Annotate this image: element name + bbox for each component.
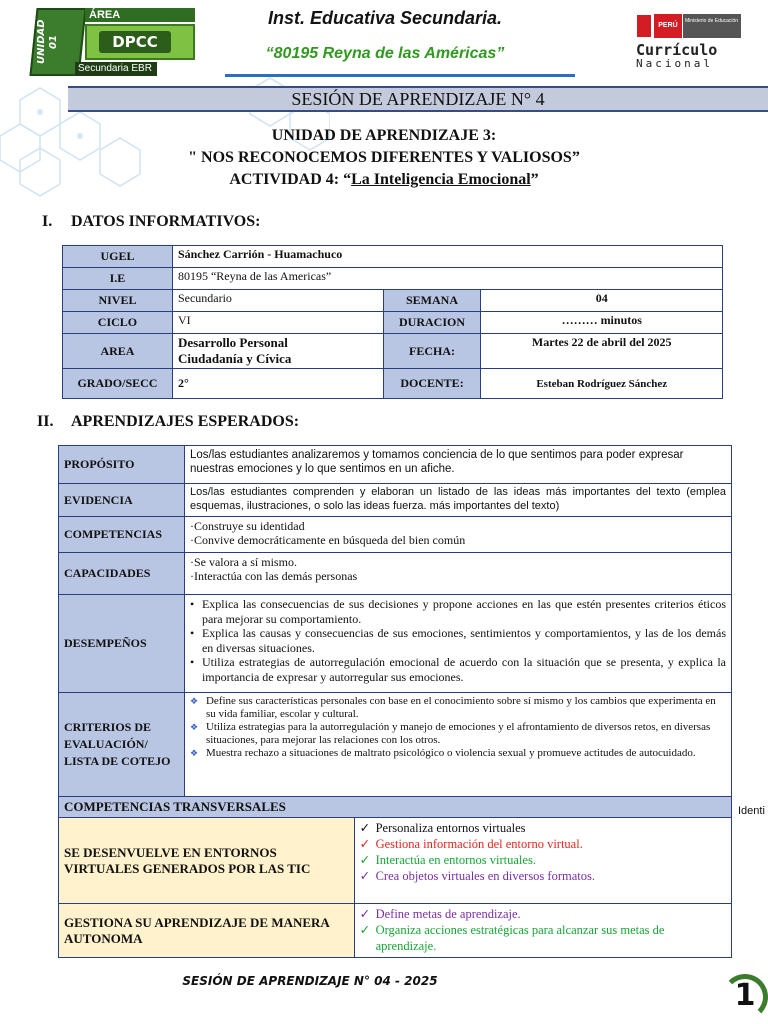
table-row xyxy=(63,290,723,312)
nacional-label: Nacional xyxy=(636,57,713,70)
section-2-title: APRENDIZAJES ESPERADOS: xyxy=(71,413,300,430)
table-row xyxy=(59,797,732,818)
secundaria-ebr-label: Secundaria EBR xyxy=(75,62,157,76)
list-item: ✓ Interactúa en entornos virtuales. xyxy=(359,853,536,867)
check-icon: ✓ xyxy=(359,837,371,851)
page-number: 1 xyxy=(734,978,756,1013)
proposito-value: Los/las estudiantes analizaremos y tomamos conciencia de lo que sentimos para poder expresar nuestras emociones y lo que sentimos en un afiche. xyxy=(184,446,731,484)
unit-line-1: UNIDAD DE APRENDIZAJE 3: xyxy=(271,127,497,144)
peru-label: PERÚ xyxy=(654,14,682,38)
tic-label: SE DESENVUELVE EN ENTORNOS VIRTUALES GENERADOS POR LAS TIC xyxy=(59,818,355,904)
grado-label: GRADO/SECC xyxy=(63,369,173,399)
dpcc-badge xyxy=(85,24,195,60)
diamond-bullet-icon: ❖ xyxy=(189,722,199,732)
check-icon: ✓ xyxy=(359,853,371,867)
evidencia-value: Los/las estudiantes comprenden y elaboran un listado de las ideas más importantes del texto (emplea esquemas, ilustraciones, o solo las ideas fuerza. más importantes del texto) xyxy=(184,484,731,517)
activity-title: La Inteligencia Emocional xyxy=(351,171,531,188)
section-2-number: II. xyxy=(37,413,54,430)
list-item: ✓ Personaliza entornos virtuales xyxy=(359,821,526,835)
list-item: ❖ Utiliza estrategias para la autorregulación y manejo de emociones y el afrontamiento de diversos retos, en diversas situaciones, para mejorar las relaciones con los otros. xyxy=(189,721,711,746)
table-row xyxy=(59,595,732,693)
bullet-icon: • xyxy=(189,626,195,640)
table-row xyxy=(59,517,732,553)
list-item: ·Construye su identidad xyxy=(189,519,305,533)
session-title: SESIÓN DE APRENDIZAJE N° 4 xyxy=(68,86,768,112)
ugel-value: Sánchez Carrión - Huamachuco xyxy=(172,246,722,268)
curriculo-nacional-logo xyxy=(636,14,746,74)
duracion-label: DURACION xyxy=(383,312,481,334)
diamond-bullet-icon: ❖ xyxy=(189,696,199,706)
list-item: ✓ Crea objetos virtuales en diversos formatos. xyxy=(359,869,595,883)
section-1-title: DATOS INFORMATIVOS: xyxy=(71,213,261,230)
footer-title: SESIÓN DE APRENDIZAJE N° 04 - 2025 xyxy=(182,974,438,988)
table-row xyxy=(59,693,732,797)
area-value-2: Ciudadanía y Cívica xyxy=(177,351,292,366)
area-value-1: Desarrollo Personal xyxy=(177,335,288,350)
desempenos-label: DESEMPEÑOS xyxy=(59,595,185,693)
ugel-label: UGEL xyxy=(63,246,173,268)
institution-name: “80195 Reyna de las Américas” xyxy=(265,45,505,62)
table-row xyxy=(63,334,723,369)
check-icon: ✓ xyxy=(359,869,371,883)
page-number-badge xyxy=(718,968,768,1024)
list-item: ✓ Organiza acciones estratégicas para alcanzar sus metas de aprendizaje. xyxy=(359,923,665,953)
unit-line-2: " NOS RECONOCEMOS DIFERENTES Y VALIOSOS” xyxy=(188,149,580,166)
list-item: ❖ Muestra rechazo a situaciones de maltrato psicológico o violencia sexual y promueve actitudes de autocuidado. xyxy=(189,747,696,759)
criterios-list xyxy=(184,693,731,797)
check-icon: ✓ xyxy=(359,923,371,937)
ciclo-value: VI xyxy=(172,312,383,334)
nivel-label: NIVEL xyxy=(63,290,173,312)
area-curricular-label: ÁREA xyxy=(85,8,195,22)
evidencia-label: EVIDENCIA xyxy=(59,484,185,517)
peru-flag-icon xyxy=(636,14,652,38)
criterios-label: CRITERIOS DE EVALUACIÓN/ LISTA DE COTEJO xyxy=(59,693,185,797)
competencias-label: COMPETENCIAS xyxy=(59,517,185,553)
list-item: ✓ Gestiona información del entorno virtual. xyxy=(359,837,583,851)
table-row xyxy=(59,446,732,484)
table-row xyxy=(59,484,732,517)
list-item: ·Se valora a sí mismo. xyxy=(189,555,297,569)
ciclo-label: CICLO xyxy=(63,312,173,334)
table-row xyxy=(63,246,723,268)
institution-title: Inst. Educativa Secundaria. xyxy=(267,8,503,28)
duracion-value: ……… minutos xyxy=(481,312,723,334)
docente-value: Esteban Rodríguez Sánchez xyxy=(481,369,723,399)
table-row xyxy=(63,268,723,290)
list-item: • Explica las causas y consecuencias de sus emociones, sentimientos y comportamientos, y las de los demás en diversas situaciones. xyxy=(189,626,726,655)
list-item: ❖ Define sus características personales con base en el conocimiento sobre sí mismo y los cambios que experimenta en su vida familiar, escolar y cultural. xyxy=(189,695,716,720)
activity-line xyxy=(80,171,688,189)
check-icon: ✓ xyxy=(359,821,371,835)
header-underline xyxy=(225,74,575,77)
grado-value: 2° xyxy=(172,369,383,399)
semana-label: SEMANA xyxy=(383,290,481,312)
bullet-icon: • xyxy=(189,597,195,611)
list-item: • Explica las consecuencias de sus decisiones y propone acciones en las que estén presentes criterios éticos para mejorar su comportamiento. xyxy=(189,597,726,626)
table-row xyxy=(59,904,732,958)
unidad-label: UNIDAD 01 xyxy=(36,19,59,65)
ministerio-label: Ministerio de Educación xyxy=(683,14,741,38)
diamond-bullet-icon: ❖ xyxy=(189,748,199,758)
nivel-value: Secundario xyxy=(172,290,383,312)
table-row xyxy=(59,818,732,904)
fecha-label: FECHA: xyxy=(383,334,481,369)
competencias-list xyxy=(184,517,731,553)
area-value xyxy=(172,334,383,369)
semana-value: 04 xyxy=(481,290,723,312)
curriculo-label: Currículo xyxy=(636,41,718,59)
section-1-number: I. xyxy=(42,213,53,230)
table-row xyxy=(63,369,723,399)
capacidades-label: CAPACIDADES xyxy=(59,553,185,595)
check-icon: ✓ xyxy=(359,907,371,921)
proposito-label: PROPÓSITO xyxy=(59,446,185,484)
area-label: AREA xyxy=(63,334,173,369)
dpcc-label: DPCC xyxy=(99,31,171,53)
activity-prefix: ACTIVIDAD 4: “ xyxy=(229,171,352,188)
ie-label: I.E xyxy=(63,268,173,290)
ie-value: 80195 “Reyna de las Americas” xyxy=(172,268,722,290)
docente-label: DOCENTE: xyxy=(383,369,481,399)
fecha-value: Martes 22 de abril del 2025 xyxy=(481,334,723,369)
aprendizajes-table xyxy=(58,445,732,958)
capacidades-list xyxy=(184,553,731,595)
list-item: ✓ Define metas de aprendizaje. xyxy=(359,907,521,921)
activity-suffix: ” xyxy=(530,171,539,188)
overflow-text: Identi xyxy=(738,805,765,817)
gestiona-label: GESTIONA SU APRENDIZAJE DE MANERA AUTONOMA xyxy=(59,904,355,958)
list-item: ·Interactúa con las demás personas xyxy=(189,569,358,583)
list-item: • Utiliza estrategias de autorregulación emocional de acuerdo con la situación que se presenta, y explica la importancia de expresar y autorregular sus emociones. xyxy=(189,655,726,684)
datos-informativos-table xyxy=(62,245,723,399)
bullet-icon: • xyxy=(189,655,195,669)
tic-list xyxy=(354,818,731,904)
gestiona-list xyxy=(354,904,731,958)
list-item: ·Convive democráticamente en búsqueda del bien común xyxy=(189,533,466,547)
desempenos-list xyxy=(184,595,731,693)
competencias-transversales-header: COMPETENCIAS TRANSVERSALES xyxy=(59,797,732,818)
table-row xyxy=(59,553,732,595)
table-row xyxy=(63,312,723,334)
